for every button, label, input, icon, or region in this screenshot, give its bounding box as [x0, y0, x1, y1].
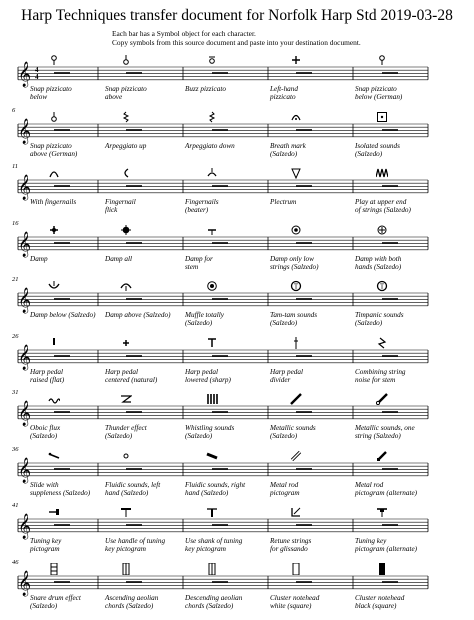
symbol-label: Retune strings for glissando: [270, 537, 312, 554]
symbol-label: Fluidic sounds, right hand (Salzedo): [185, 480, 246, 497]
whistling-icon: [206, 393, 218, 405]
staff: [18, 231, 428, 257]
treble-clef-icon: 𝄞: [18, 175, 32, 200]
tuning-key-handle-icon: [120, 506, 132, 518]
bar-number: 16: [12, 219, 19, 227]
whole-rest: [296, 411, 312, 413]
document-title: Harp Techniques transfer document for Norfolk Harp Std 2019-03-28: [21, 7, 453, 24]
staff: [18, 570, 428, 596]
snap-pizz-below-german-icon: [376, 54, 388, 66]
metallic-icon: [290, 393, 302, 405]
whole-rest: [54, 129, 70, 131]
symbol-label: Metallic sounds (Salzedo): [270, 424, 316, 441]
treble-clef-icon: 𝄞: [18, 118, 32, 144]
symbol-label: Plectrum: [270, 198, 297, 206]
symbol-label: Fingernails (beater): [185, 198, 219, 215]
symbol-label: Arpeggiato up: [105, 141, 147, 150]
bar-number: 11: [12, 163, 19, 170]
symbol-label: Snare drum effect (Salzedo): [30, 593, 81, 610]
whole-rest: [296, 298, 312, 300]
whole-rest: [212, 411, 228, 413]
symbol-label: Damp all: [105, 254, 132, 263]
symbol-label: Metal rod pictogram (alternate): [355, 480, 418, 497]
whole-rest: [382, 185, 398, 187]
symbol-label: Harp pedal divider: [270, 367, 303, 384]
staff: [18, 62, 428, 87]
whole-rest: [54, 468, 70, 470]
staff-system: [0, 445, 474, 506]
tuning-key-alt-icon: [376, 506, 388, 518]
treble-clef-icon: 𝄞: [18, 401, 32, 426]
symbol-label: Arpeggiato down: [185, 141, 235, 150]
fluidic-left-icon: [120, 450, 132, 462]
subtitle-line-2: Copy symbols from this source document and paste into your destination document.: [112, 38, 361, 47]
symbol-label: Damp above (Salzedo): [105, 311, 171, 319]
symbol-label: Damp: [30, 254, 48, 263]
time-signature: 4: [35, 73, 39, 81]
pedal-divider-icon: [290, 337, 302, 349]
staff-system: [0, 391, 474, 449]
symbol-label: Descending aeolian chords (Salzedo): [185, 593, 243, 610]
svg-text:T: T: [293, 282, 299, 291]
whole-rest: [296, 242, 312, 244]
whole-rest: [212, 524, 228, 526]
bar-number: 6: [12, 106, 16, 114]
whole-rest: [54, 298, 70, 300]
symbol-label: Isolated sounds (Salzedo): [355, 141, 400, 158]
fingernail-flick-icon: [120, 167, 132, 179]
symbol-label: With fingernails: [30, 198, 77, 206]
tuning-key-shank-icon: [206, 506, 218, 518]
whole-rest: [212, 72, 228, 74]
symbol-label: Fingernail flick: [105, 198, 136, 215]
oboic-flux-icon: [48, 393, 60, 405]
pedal-raised-icon: [48, 337, 60, 349]
whole-rest: [382, 298, 398, 300]
whole-rest: [382, 72, 398, 74]
staff-system: [0, 52, 474, 110]
bar-number: 26: [12, 332, 19, 340]
whole-rest: [54, 581, 70, 583]
whole-rest: [296, 129, 312, 131]
whole-rest: [382, 242, 398, 244]
symbol-label: Buzz pizzicato: [185, 85, 226, 93]
damp-all-icon: [120, 224, 132, 236]
bar-number: 41: [12, 502, 19, 509]
svg-text:T: T: [379, 282, 385, 291]
metallic-one-string-icon: [376, 393, 388, 405]
staff: [18, 344, 428, 370]
treble-clef-icon: 𝄞: [18, 457, 32, 483]
arpeggiato-down-icon: [206, 111, 218, 123]
cluster-black-icon: [376, 563, 388, 575]
whole-rest: [212, 468, 228, 470]
treble-clef-icon: 𝄞: [18, 514, 32, 539]
damp-both-hands-icon: [376, 224, 388, 236]
symbol-label: Harp pedal centered (natural): [105, 367, 158, 384]
string-noise-icon: [376, 337, 388, 349]
metal-rod-icon: [290, 450, 302, 462]
staff: [18, 118, 428, 144]
damp-above-icon: [120, 280, 132, 292]
muffle-totally-icon: [206, 280, 218, 292]
left-hand-pizz-icon: [290, 54, 302, 66]
whole-rest: [382, 411, 398, 413]
whole-rest: [126, 242, 142, 244]
tuning-key-icon: [48, 506, 60, 518]
symbol-label: Metal rod pictogram: [270, 480, 300, 497]
tam-tam-icon: [290, 280, 302, 292]
time-signature: 4: [35, 66, 39, 74]
whole-rest: [54, 355, 70, 357]
whole-rest: [54, 242, 70, 244]
damp-below-icon: [48, 280, 60, 292]
symbol-label: Tuning key pictogram: [30, 537, 62, 554]
treble-clef-icon: 𝄞: [18, 231, 32, 257]
arpeggiato-up-icon: [120, 111, 132, 123]
fingernails-beater-icon: [206, 167, 218, 179]
whole-rest: [382, 355, 398, 357]
staff-system: [0, 558, 474, 619]
staff-system: [0, 332, 474, 393]
ascending-aeolian-icon: [120, 563, 132, 575]
symbol-label: Left-hand pizzicato: [270, 85, 298, 102]
symbol-label: Damp for stem: [185, 254, 213, 271]
whole-rest: [54, 72, 70, 74]
symbol-label: Damp below (Salzedo): [30, 311, 96, 319]
treble-clef-icon: 𝄞: [18, 344, 32, 370]
cluster-white-icon: [290, 563, 302, 575]
symbol-label: Muffle totally (Salzedo): [185, 311, 224, 328]
symbol-label: Metallic sounds, one string (Salzedo): [355, 424, 415, 441]
staff: [18, 401, 428, 426]
whole-rest: [54, 524, 70, 526]
symbol-label: Thunder effect (Salzedo): [105, 424, 147, 441]
staff: [18, 288, 428, 313]
whole-rest: [296, 468, 312, 470]
whole-rest: [54, 411, 70, 413]
symbol-label: Combining string noise for stem: [355, 367, 406, 384]
symbol-label: Slide with suppleness (Salzedo): [30, 480, 91, 497]
snare-drum-icon: [48, 563, 60, 575]
whole-rest: [126, 468, 142, 470]
staff: [18, 514, 428, 539]
damp-stem-icon: [206, 224, 218, 236]
symbol-label: Snap pizzicato above: [105, 85, 147, 102]
staff-system: [0, 165, 474, 223]
symbol-label: Cluster notehead white (square): [270, 593, 320, 610]
document-subtitle: [112, 29, 361, 47]
staff-system: [0, 504, 474, 562]
isolated-sounds-icon: [376, 111, 388, 123]
whole-rest: [296, 355, 312, 357]
whole-rest: [126, 411, 142, 413]
subtitle-line-1: Each bar has a Symbol object for each character.: [112, 29, 256, 38]
whole-rest: [382, 524, 398, 526]
snap-pizz-above-icon: [120, 54, 132, 66]
pedal-lowered-icon: [206, 337, 218, 349]
whole-rest: [126, 581, 142, 583]
symbol-label: Timpanic sounds (Salzedo): [355, 311, 404, 328]
symbol-label: Damp with both hands (Salzedo): [355, 254, 402, 271]
whole-rest: [212, 185, 228, 187]
whole-rest: [212, 129, 228, 131]
whole-rest: [296, 185, 312, 187]
descending-aeolian-icon: [206, 563, 218, 575]
treble-clef-icon: 𝄞: [18, 62, 32, 87]
symbol-label: Cluster notehead black (square): [355, 593, 405, 610]
timpanic-icon: [376, 280, 388, 292]
whole-rest: [212, 242, 228, 244]
fingernails-icon: [48, 167, 60, 179]
symbol-label: Oboic flux (Salzedo): [30, 424, 61, 441]
whole-rest: [54, 185, 70, 187]
staff: [18, 175, 428, 200]
whole-rest: [212, 355, 228, 357]
plectrum-icon: [290, 167, 302, 179]
bar-number: 21: [12, 276, 19, 283]
symbol-label: Damp only low strings (Salzedo): [270, 254, 319, 271]
whole-rest: [126, 185, 142, 187]
whole-rest: [212, 581, 228, 583]
whole-rest: [126, 298, 142, 300]
staff: [18, 457, 428, 483]
retune-strings-icon: [290, 506, 302, 518]
staff-system: [0, 219, 474, 280]
bar-number: 31: [12, 389, 19, 396]
staff-system: [0, 278, 474, 336]
damp-icon: [48, 224, 60, 236]
metal-rod-alt-icon: [376, 450, 388, 462]
staff-system: [0, 106, 474, 167]
whole-rest: [382, 581, 398, 583]
symbol-label: Harp pedal lowered (sharp): [185, 367, 231, 384]
whole-rest: [296, 72, 312, 74]
whole-rest: [382, 129, 398, 131]
whole-rest: [126, 72, 142, 74]
bar-number: 46: [12, 558, 19, 566]
symbol-label: Breath mark (Salzedo): [270, 141, 306, 158]
symbol-label: Use shank of tuning key pictogram: [185, 537, 243, 554]
symbol-label: Snap pizzicato above (German): [30, 141, 78, 158]
snap-pizz-below-icon: [48, 54, 60, 66]
whole-rest: [382, 468, 398, 470]
symbol-label: Ascending aeolian chords (Salzedo): [105, 593, 159, 610]
whole-rest: [126, 355, 142, 357]
symbol-label: Snap pizzicato below (German): [355, 85, 403, 102]
bar-number: 36: [12, 445, 19, 453]
upper-end-strings-icon: [376, 167, 388, 179]
treble-clef-icon: 𝄞: [18, 288, 32, 313]
damp-low-strings-icon: [290, 224, 302, 236]
symbol-label: Tam-tam sounds (Salzedo): [270, 311, 318, 328]
buzz-pizz-icon: [206, 54, 218, 66]
whole-rest: [126, 129, 142, 131]
symbol-label: Snap pizzicato below: [30, 85, 72, 102]
symbol-label: Fluidic sounds, left hand (Salzedo): [105, 480, 161, 497]
whole-rest: [212, 298, 228, 300]
symbol-label: Play at upper end of strings (Salzedo): [355, 198, 411, 215]
whole-rest: [296, 524, 312, 526]
snap-pizz-above-german-icon: [48, 111, 60, 123]
slide-icon: [48, 450, 60, 462]
whole-rest: [126, 524, 142, 526]
symbol-label: Use handle of tuning key pictogram: [105, 537, 166, 554]
thunder-icon: [120, 393, 132, 405]
treble-clef-icon: 𝄞: [18, 570, 32, 596]
pedal-centered-icon: [120, 337, 132, 349]
whole-rest: [296, 581, 312, 583]
fluidic-right-icon: [206, 450, 218, 462]
symbol-label: Tuning key pictogram (alternate): [355, 537, 418, 554]
symbol-label: Whistling sounds (Salzedo): [185, 424, 235, 441]
symbol-label: Harp pedal raised (flat): [30, 367, 65, 384]
breath-mark-icon: [290, 111, 302, 123]
